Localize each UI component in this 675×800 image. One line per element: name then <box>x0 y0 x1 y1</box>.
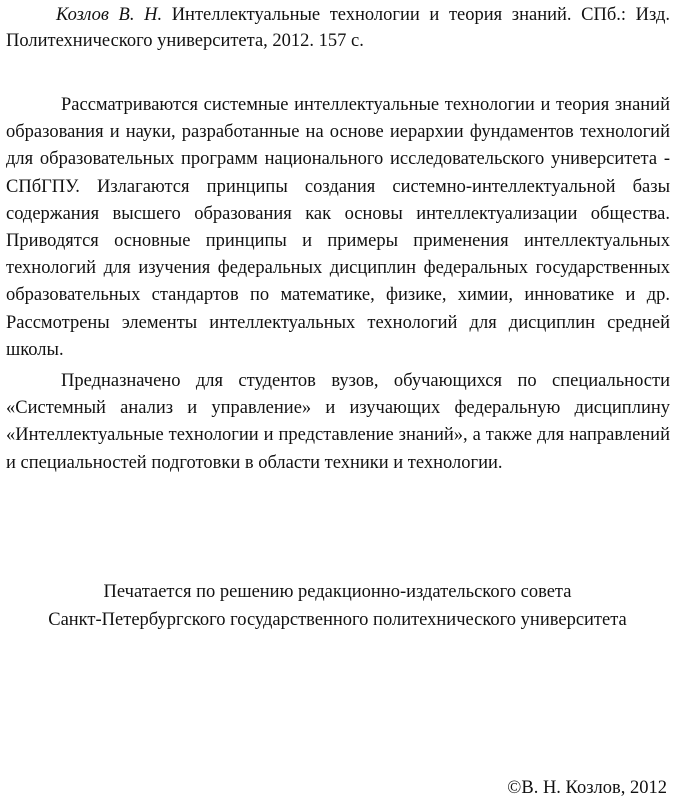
annotation-paragraph: Рассматриваются системные интеллектуальные технологии и теория знаний образования и науки, разработанные на основе иерархии фундаментов технологий для образовательных программ национального исследовательского университета - СПбГПУ. Излагаются принципы создания системно-интеллектуальной базы содержания высшего образования как основы интеллектуализации общества. Приводятся основные принципы и примеры применения интеллектуальных технологий для изучения федеральных дисциплин федеральных государственных образовательных стандартов по математике, физике, химии, инноватике и др. Рассмотрены элементы интеллектуальных технологий для дисциплин средней школы. <box>6 95 670 360</box>
approval-line: Санкт-Петербургского государственного политехнического университета <box>48 610 627 630</box>
annotation <box>6 92 670 477</box>
annotation-paragraph: Предназначено для студентов вузов, обучающихся по специальности «Системный анализ и управление» и изучающих федеральную дисциплину «Интеллектуальные технологии и представление знаний», а также для направлений и специальностей подготовки в области техники и технологии. <box>6 371 670 473</box>
publication-approval <box>0 578 675 634</box>
bibliographic-details: Интеллектуальные технологии и теория знаний. СПб.: Изд. Политехнического университета, 2012. 157 с. <box>6 5 671 51</box>
copyright-notice: ©В. Н. Козлов, 2012 <box>507 778 667 798</box>
author-name: Козлов В. Н. <box>56 5 163 25</box>
bibliographic-record <box>6 2 670 54</box>
approval-line: Печатается по решению редакционно-издательского совета <box>103 582 572 602</box>
